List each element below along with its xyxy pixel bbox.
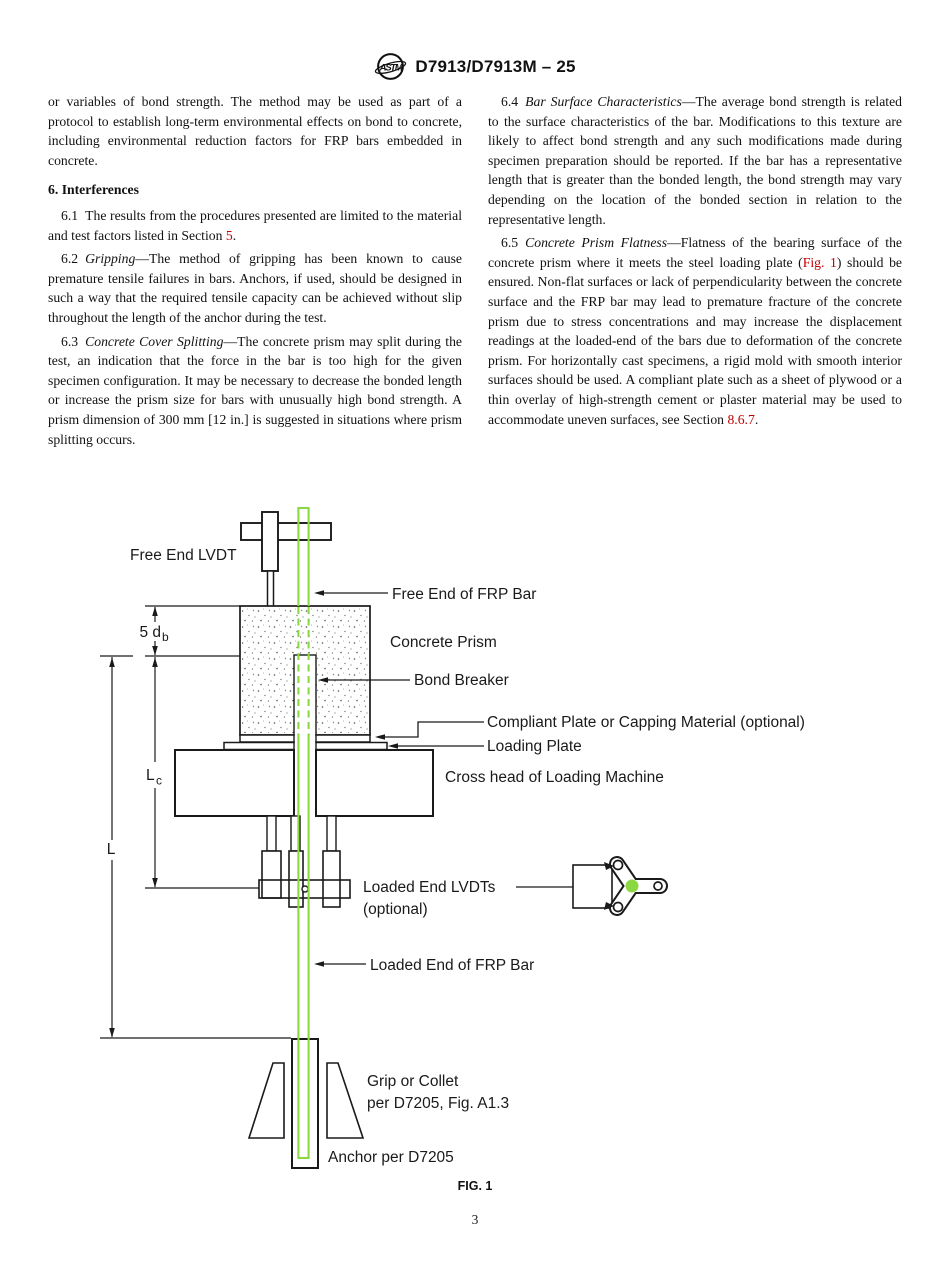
section-heading-text: 6. Interferences [48, 182, 139, 198]
dimension-lc [146, 657, 162, 888]
page-header [0, 50, 950, 83]
label-anchor: Anchor per D7205 [328, 1149, 454, 1166]
intro-text: or variables of bond strength. The method may be used as part of a protocol to establish long-term environmental effects on bond to concrete, including environmental reduction factors for FRP bars embedded in concrete. [48, 94, 462, 168]
anchor-shape [292, 1039, 318, 1168]
bond-breaker-shape [294, 655, 316, 735]
lvdt-detail-view [516, 861, 662, 912]
grip-wedge-left [249, 1063, 284, 1138]
paragraph-6-5 [488, 233, 902, 429]
dim-5db-label: 5 d [139, 624, 161, 641]
paragraph-6-4 [488, 92, 902, 229]
clause-number: 6.4 [501, 94, 519, 109]
dim-5db-subscript: b [162, 630, 169, 644]
section-8-6-7-link[interactable]: 8.6.7 [727, 411, 755, 427]
left-column [48, 92, 462, 453]
paragraph-6-3 [48, 332, 462, 450]
crosshead-right [316, 750, 433, 816]
dim-lc-subscript: c [156, 773, 162, 788]
clause-tail: . [232, 227, 237, 243]
label-free-end-lvdt: Free End LVDT [130, 547, 237, 564]
intro-paragraph [48, 92, 462, 170]
paragraph-6-1 [48, 206, 462, 245]
clause-term: Concrete Cover Splitting [85, 333, 224, 349]
astm-logo-text: ASTM [379, 62, 402, 74]
label-grip-2: per D7205, Fig. A1.3 [367, 1095, 510, 1112]
clause-text: —Flatness of the bearing surface of the concrete prism where it meets the steel loading plate ( [488, 235, 903, 270]
clause-term: Concrete Prism Flatness [525, 235, 668, 251]
label-cross-head: Cross head of Loading Machine [445, 769, 664, 786]
section-5-link[interactable]: 5 [225, 227, 233, 243]
clause-text: —The method of gripping has been known to cause premature tensile failures in bars. Anchors, if used, should be designed in such a way that the required tensile capacity can be achieved without slip throughout the length of the anchor during the test. [48, 251, 462, 325]
dim-lc-label: L [146, 767, 155, 784]
clause-number: 6.5 [501, 235, 519, 251]
clause-number: 6.2 [61, 251, 79, 267]
loaded-end-lvdt-assembly [259, 816, 350, 907]
clause-text: —The concrete prism may split during the test, an indication that the force in the bar is too high for the given specimen configuration. It may be necessary to decrease the bonded length or increase the prism size for bars with unusually high bond strength. A prism dimension of 300 mm [12 in.] is suggested in situations where prism splitting occurs. [48, 333, 462, 447]
clause-term: Gripping [85, 251, 136, 267]
clause-text: —The average bond strength is related to the surface characteristics of the bar. Modifications to this texture are likely to affect bond strength and any such modifications made during specimen preparation should be reported. If the bar has a representative length that is greater than the bonded length, the bond strength may vary depending on the location of the bonded section in relation to the representative length. [488, 94, 902, 227]
astm-logo-icon [374, 50, 407, 83]
label-loading-plate: Loading Plate [487, 738, 582, 755]
figure-1 [0, 495, 950, 1207]
dim-l-label: L [106, 841, 116, 858]
section-heading [48, 180, 462, 200]
clause-number: 6.3 [61, 333, 79, 349]
figure-labels [130, 547, 805, 1193]
label-loaded-lvdts-1: Loaded End LVDTs [363, 879, 496, 896]
clause-text: ) should be ensured. Non-flat surfaces or lack of perpendicularity between the concrete surface and the FRP bar may lead to premature fracture of the concrete prism due to stress concentrations and may increase the displacement readings at the loaded-end of the bars due to deformation of the concrete prism. For horizontally cast specimens, a rigid mold with smooth interior surfaces should be used. A compliant plate such as a sheet of plywood or a thin overlay of high-strength cement or plaster material may be used to accommodate uneven surfaces, see Section [488, 254, 903, 427]
clause-number: 6.1 [61, 207, 79, 223]
label-loaded-lvdts-2: (optional) [363, 901, 428, 918]
concrete-prism-shape [240, 606, 370, 735]
body-columns [48, 92, 902, 453]
label-free-end-frp: Free End of FRP Bar [392, 586, 537, 603]
label-grip-1: Grip or Collet [367, 1073, 459, 1090]
label-loaded-end-frp: Loaded End of FRP Bar [370, 957, 535, 974]
grip-wedge-right [327, 1063, 363, 1138]
dimension-l [107, 657, 116, 1038]
clause-term: Bar Surface Characteristics [525, 94, 682, 109]
clause-tail: . [754, 411, 759, 427]
label-concrete-prism: Concrete Prism [390, 634, 497, 651]
label-compliant-plate: Compliant Plate or Capping Material (optional) [487, 714, 805, 731]
crosshead-left [175, 750, 294, 816]
clause-text: The results from the procedures presented are limited to the material and test factors listed in Section [48, 207, 462, 243]
page-number: 3 [471, 1212, 479, 1227]
standard-designation: D7913/D7913M – 25 [415, 56, 576, 76]
label-bond-breaker: Bond Breaker [414, 672, 509, 689]
test-setup-diagram [0, 495, 950, 1207]
frp-bar-section [626, 880, 639, 893]
figure-caption: FIG. 1 [457, 1179, 493, 1193]
fig-1-link[interactable]: Fig. 1 [802, 254, 837, 270]
paragraph-6-2 [48, 249, 462, 327]
right-column [488, 92, 902, 453]
dimension-5db [139, 607, 169, 656]
